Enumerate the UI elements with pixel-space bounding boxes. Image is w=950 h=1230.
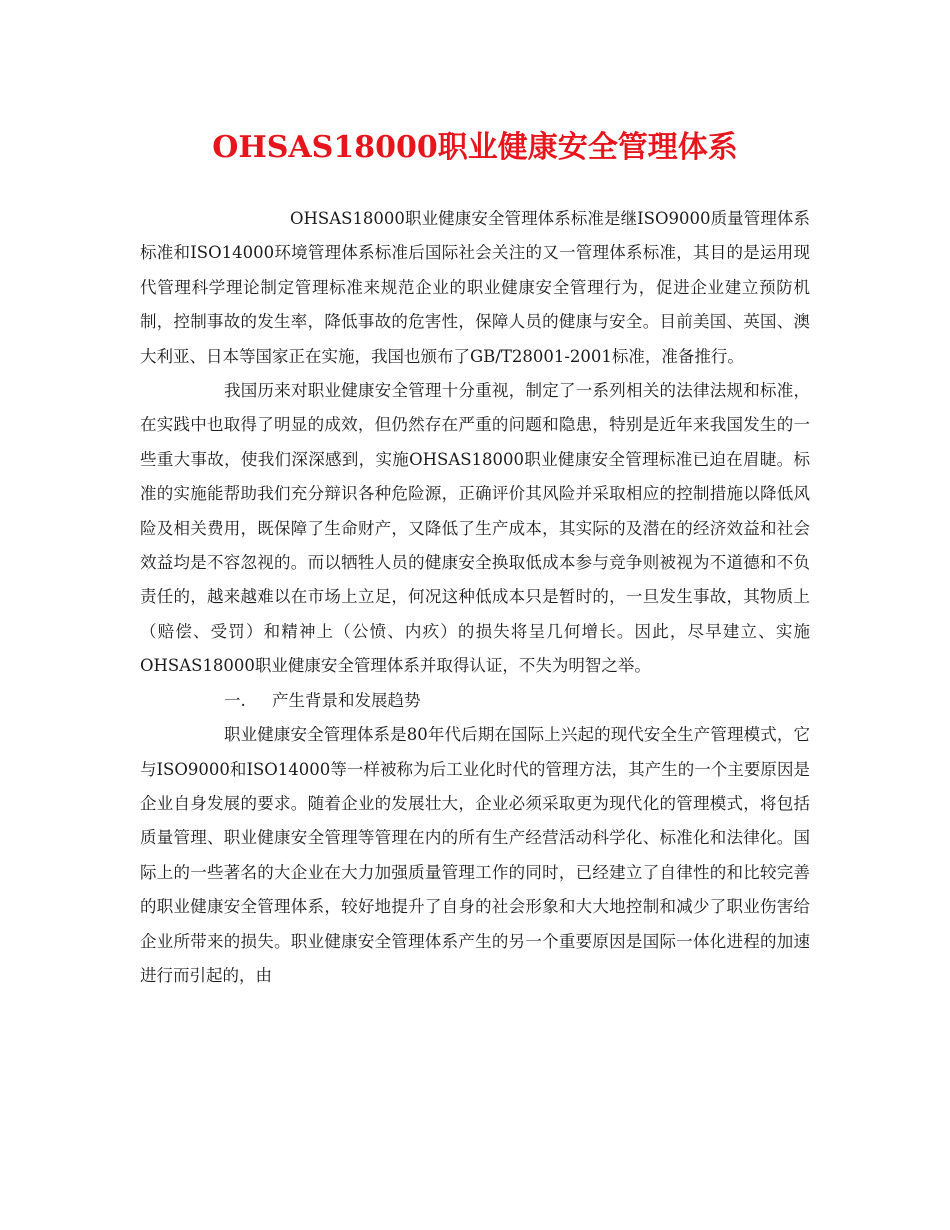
- section-heading: [140, 684, 810, 718]
- section-number: 一.: [224, 690, 246, 710]
- paragraph-background: 职业健康安全管理体系是80年代后期在国际上兴起的现代安全生产管理模式，它与ISO9000和ISO14000等一样被称为后工业化时代的管理方法，其产生的一个主要原因是企业自身发展的要求。随着企业的发展壮大，企业必须采取更为现代化的管理模式，将包括质量管理、职业健康安全管理等管理在内的所有生产经营活动科学化、标准化和法律化。国际上的一些著名的大企业在大力加强质量管理工作的同时，已经建立了自律性的和比较完善的职业健康安全管理体系，较好地提升了自身的社会形象和大大地控制和减少了职业伤害给企业所带来的损失。职业健康安全管理体系产生的另一个重要原因是国际一体化进程的加速进行而引起的，由: [140, 725, 810, 985]
- paragraph-importance: 我国历来对职业健康安全管理十分重视，制定了一系列相关的法律法规和标准，在实践中也取得了明显的成效，但仍然存在严重的问题和隐患，特别是近年来我国发生的一些重大事故，使我们深深感到，实施OHSAS18000职业健康安全管理标准已迫在眉睫。标准的实施能帮助我们充分辩识各种危险源，正确评价其风险并采取相应的控制措施以降低风险及相关费用，既保障了生命财产，又降低了生产成本，其实际的及潜在的经济效益和社会效益均是不容忽视的。而以牺牲人员的健康安全换取低成本参与竞争则被视为不道德和不负责任的，越来越难以在市场上立足，何况这种低成本只是暂时的，一旦发生事故，其物质上（赔偿、受罚）和精神上（公愤、内疚）的损失将呈几何增长。因此，尽早建立、实施OHSAS18000职业健康安全管理体系并取得认证，不失为明智之举。: [140, 381, 810, 676]
- document-title: OHSAS18000职业健康安全管理体系: [212, 130, 738, 165]
- document-body: [140, 202, 810, 993]
- paragraph-intro: OHSAS18000职业健康安全管理体系标准是继ISO9000质量管理体系标准和ISO14000环境管理体系标准后国际社会关注的又一管理体系标准，其目的是运用现代管理科学理论制定管理标准来规范企业的职业健康安全管理行为，促进企业建立预防机制，控制事故的发生率，降低事故的危害性，保障人员的健康与安全。目前美国、英国、澳大利亚、日本等国家正在实施，我国也颁布了GB/T28001-2001标准，准备推行。: [140, 209, 810, 366]
- section-heading-text: 产生背景和发展趋势: [272, 690, 421, 710]
